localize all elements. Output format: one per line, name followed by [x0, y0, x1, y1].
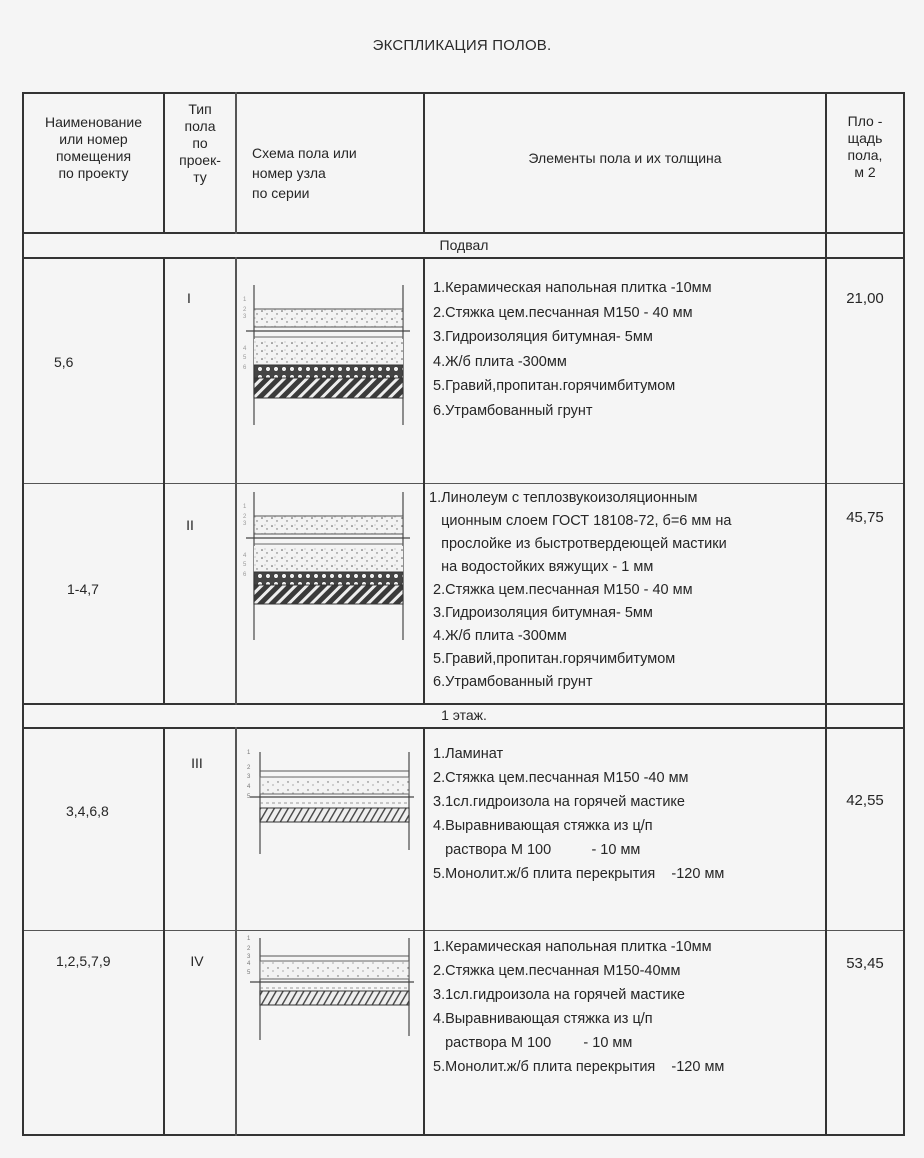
row-divider	[22, 930, 905, 931]
svg-text:2: 2	[243, 514, 247, 520]
floor-area: 45,75	[846, 509, 884, 526]
header-elements: Элементы пола и их толщина	[528, 150, 722, 166]
document-title: ЭКСПЛИКАЦИЯ ПОЛОВ.	[372, 37, 552, 54]
floor-type: I	[187, 290, 191, 306]
svg-text:1: 1	[247, 750, 251, 756]
section-divider	[22, 727, 905, 729]
header-room: Наименование или номер помещения по проекту	[44, 114, 143, 181]
room-numbers: 1,2,5,7,9	[56, 953, 111, 969]
floor-scheme-drawing	[246, 934, 416, 1044]
header-scheme: Схема пола или номер узла по серии	[252, 145, 357, 201]
floor-type: IV	[190, 953, 204, 969]
layer-labels	[247, 750, 251, 800]
floor-elements: 1.Керамическая напольная плитка -10мм 2.Стяжка цем.песчанная М150-40мм 3.1сл.гидроизола на горячей мастике 4.Выравнивающая стяжка из ц/п раствора М 100 - 10 мм 5.Монолит.ж/б плита перекрытия -120 мм	[433, 939, 725, 1075]
svg-text:1: 1	[247, 936, 251, 942]
section-divider	[22, 703, 905, 705]
floor-area: 53,45	[846, 955, 884, 972]
column-divider	[235, 727, 237, 1136]
floor-area: 21,00	[846, 290, 884, 307]
column-divider	[423, 727, 425, 1136]
svg-text:2: 2	[247, 765, 251, 771]
svg-text:4: 4	[247, 961, 251, 967]
svg-text:3: 3	[243, 314, 247, 320]
svg-text:4: 4	[243, 346, 247, 352]
column-divider	[235, 92, 237, 234]
room-numbers: 5,6	[54, 354, 74, 370]
floor-elements: 1.Керамическая напольная плитка -10мм 2.Стяжка цем.песчанная М150 - 40 мм 3.Гидроизоляция битумная- 5мм 4.Ж/б плита -300мм 5.Гравий,пропитан.горячимбитумом 6.Утрамбованный грунт	[433, 280, 712, 419]
row-divider	[22, 483, 905, 484]
layer-labels	[243, 504, 247, 578]
svg-text:4: 4	[243, 553, 247, 559]
layer-labels	[243, 297, 247, 371]
floor-elements: 1.Ламинат 2.Стяжка цем.песчанная М150 -40 мм 3.1сл.гидроизола на горячей мастике 4.Выравнивающая стяжка из ц/п раствора М 100 - 10 мм 5.Монолит.ж/б плита перекрытия -120 мм	[433, 746, 725, 882]
floor-scheme-drawing	[240, 492, 410, 642]
svg-text:5: 5	[247, 970, 251, 976]
floor-type: III	[191, 755, 203, 771]
svg-text:3: 3	[247, 954, 251, 960]
svg-text:1: 1	[243, 504, 247, 510]
column-divider	[423, 257, 425, 705]
column-divider	[235, 257, 237, 705]
column-divider	[163, 727, 165, 1136]
section-label-first-floor: 1 этаж.	[441, 707, 487, 723]
svg-text:5: 5	[247, 794, 251, 800]
svg-text:5: 5	[243, 562, 247, 568]
header-divider	[22, 232, 905, 234]
section-divider	[22, 257, 905, 259]
floor-area: 42,55	[846, 792, 884, 809]
floor-elements: 1.Линолеум с теплозвукоизоляционным ционным слоем ГОСТ 18108-72, б=6 мм на прослойке из быстротвердеющей мастики на водостойких вяжущих - 1 мм 2.Стяжка цем.песчанная М150 - 40 мм 3.Гидроизоляция битумная- 5мм 4.Ж/б плита -300мм 5.Гравий,пропитан.горячимбитумом 6.Утрамбованный грунт	[429, 490, 732, 690]
svg-text:2: 2	[247, 946, 251, 952]
floor-scheme-drawing	[246, 748, 416, 858]
svg-text:3: 3	[243, 521, 247, 527]
svg-text:1: 1	[243, 297, 247, 303]
svg-text:3: 3	[247, 774, 251, 780]
table-border-top	[22, 92, 905, 94]
room-numbers: 3,4,6,8	[66, 803, 109, 819]
header-area: Пло - щадь пола, м 2	[847, 113, 883, 180]
svg-text:6: 6	[243, 365, 247, 371]
svg-text:4: 4	[247, 784, 251, 790]
header-floor-type: Тип пола по проек- ту	[179, 101, 221, 185]
floor-scheme-drawing	[240, 285, 410, 435]
table-border-bottom	[22, 1134, 905, 1136]
section-label-basement: Подвал	[439, 237, 489, 253]
column-divider	[163, 257, 165, 705]
svg-text:6: 6	[243, 572, 247, 578]
room-numbers: 1-4,7	[67, 581, 99, 597]
svg-text:5: 5	[243, 355, 247, 361]
svg-text:2: 2	[243, 307, 247, 313]
floor-type: II	[186, 517, 194, 533]
layer-labels	[247, 936, 251, 976]
